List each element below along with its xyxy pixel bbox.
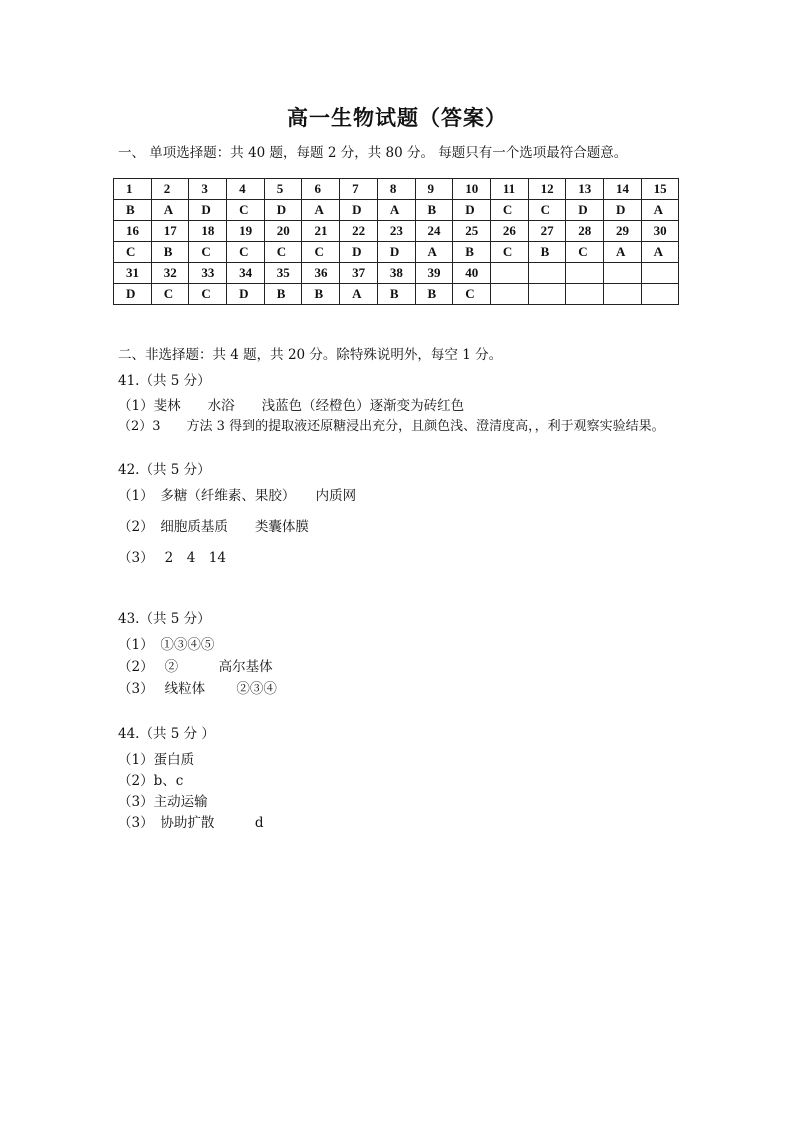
answer-table-cell: 27 [528, 221, 566, 242]
q43-answer-3: （3） 线粒体 ②③④ [118, 681, 277, 697]
answer-table [113, 178, 679, 305]
answer-table-answer-row [114, 242, 679, 263]
answer-table-cell: A [641, 242, 679, 263]
answer-table-cell: 6 [302, 179, 340, 200]
answer-table-cell: 40 [453, 263, 491, 284]
answer-table-cell: B [151, 242, 189, 263]
q44-answer-2: （2）b、c [118, 773, 184, 789]
answer-table-cell: A [641, 200, 679, 221]
answer-table-cell: D [603, 200, 641, 221]
answer-table-cell: A [415, 242, 453, 263]
answer-table-cell: A [603, 242, 641, 263]
answer-table-cell: 20 [264, 221, 302, 242]
answer-table-cell: 19 [227, 221, 265, 242]
answer-table-cell: C [490, 200, 528, 221]
q43-answer-1: （1） ①③④⑤ [118, 637, 215, 653]
answer-table-cell: 11 [490, 179, 528, 200]
answer-table-cell: 28 [566, 221, 604, 242]
answer-table-cell: 8 [377, 179, 415, 200]
answer-table-cell: 3 [189, 179, 227, 200]
answer-table-cell: A [340, 284, 378, 305]
answer-table-cell: B [377, 284, 415, 305]
answer-table-cell: 10 [453, 179, 491, 200]
answer-table-cell: C [227, 200, 265, 221]
answer-table-number-row [114, 179, 679, 200]
answer-table-cell: B [114, 200, 152, 221]
answer-table-cell [603, 263, 641, 284]
section1-heading: 一、 单项选择题：共 40 题，每题 2 分，共 80 分。 每题只有一个选项最符合题意。 [118, 145, 628, 161]
answer-table-cell: 34 [227, 263, 265, 284]
answer-table-cell: 1 [114, 179, 152, 200]
answer-table-cell: 38 [377, 263, 415, 284]
answer-table-cell: C [453, 284, 491, 305]
answer-table-answer-row [114, 200, 679, 221]
answer-table-cell [490, 263, 528, 284]
answer-table-cell: 21 [302, 221, 340, 242]
answer-table-cell: 12 [528, 179, 566, 200]
answer-table-cell: C [490, 242, 528, 263]
answer-table-cell: B [264, 284, 302, 305]
answer-table-cell: 5 [264, 179, 302, 200]
q44-heading: 44.（共 5 分 ） [118, 726, 215, 742]
answer-table-cell: D [453, 200, 491, 221]
answer-table-cell [528, 263, 566, 284]
answer-table-cell: A [151, 200, 189, 221]
answer-table-cell: 15 [641, 179, 679, 200]
answer-table-cell: A [302, 200, 340, 221]
answer-table-cell: B [528, 242, 566, 263]
answer-table-cell: D [340, 200, 378, 221]
answer-table-cell: C [189, 242, 227, 263]
answer-table-cell: D [377, 242, 415, 263]
answer-table-cell: C [302, 242, 340, 263]
answer-table-cell: 36 [302, 263, 340, 284]
answer-table-cell: 2 [151, 179, 189, 200]
answer-table-cell: 22 [340, 221, 378, 242]
q44-answer-4: （3） 协助扩散 d [118, 815, 264, 831]
q42-answer-2: （2） 细胞质基质 类囊体膜 [118, 519, 309, 535]
answer-table-cell: C [227, 242, 265, 263]
answer-table-cell: D [189, 200, 227, 221]
answer-table-cell: 7 [340, 179, 378, 200]
answer-table-cell [603, 284, 641, 305]
answer-table-cell: C [114, 242, 152, 263]
answer-table-cell: 31 [114, 263, 152, 284]
q43-heading: 43.（共 5 分） [118, 611, 211, 627]
answer-table-cell [528, 284, 566, 305]
answer-table-cell: B [453, 242, 491, 263]
answer-table-cell: 39 [415, 263, 453, 284]
answer-table-cell: 24 [415, 221, 453, 242]
answer-table-cell: 35 [264, 263, 302, 284]
answer-table-cell: 25 [453, 221, 491, 242]
answer-table-cell: 26 [490, 221, 528, 242]
page-title: 高一生物试题（答案） [287, 105, 507, 130]
answer-table-cell [566, 263, 604, 284]
answer-table-cell: C [264, 242, 302, 263]
q41-answer-1: （1）斐林 水浴 浅蓝色（经橙色）逐渐变为砖红色 [118, 398, 465, 414]
answer-table-cell: 32 [151, 263, 189, 284]
answer-table-cell: D [340, 242, 378, 263]
answer-table-cell: A [377, 200, 415, 221]
answer-table-cell: D [264, 200, 302, 221]
answer-table-cell: 13 [566, 179, 604, 200]
answer-table-cell: C [151, 284, 189, 305]
q41-answer-2: （2）3 方法 3 得到的提取液还原糖浸出充分，且颜色浅、澄清度高，，利于观察实验结果。 [118, 419, 665, 434]
q43-answer-2: （2） ② 高尔基体 [118, 659, 273, 675]
answer-table-cell [641, 284, 679, 305]
answer-table-cell: 30 [641, 221, 679, 242]
q42-answer-1: （1） 多糖（纤维素、果胶） 内质网 [118, 488, 357, 504]
section2-heading: 二、非选择题：共 4 题，共 20 分。除特殊说明外，每空 1 分。 [118, 347, 503, 363]
answer-table-cell: C [189, 284, 227, 305]
answer-table-cell: 9 [415, 179, 453, 200]
answer-table-cell [641, 263, 679, 284]
q42-heading: 42.（共 5 分） [118, 462, 211, 478]
answer-table-cell: 4 [227, 179, 265, 200]
answer-table-cell: B [415, 284, 453, 305]
answer-table-cell: B [302, 284, 340, 305]
answer-table-number-row [114, 221, 679, 242]
answer-table-cell: C [566, 242, 604, 263]
answer-table-cell: 33 [189, 263, 227, 284]
answer-table-cell: D [114, 284, 152, 305]
q42-answer-3: （3） 2 4 14 [118, 550, 226, 566]
answer-table-number-row [114, 263, 679, 284]
answer-table-cell: C [528, 200, 566, 221]
answer-table-cell: B [415, 200, 453, 221]
answer-table-cell: 16 [114, 221, 152, 242]
answer-table-cell [566, 284, 604, 305]
answer-table-cell: 18 [189, 221, 227, 242]
answer-table-cell [490, 284, 528, 305]
answer-table-cell: 17 [151, 221, 189, 242]
answer-table-cell: 23 [377, 221, 415, 242]
q44-answer-1: （1）蛋白质 [118, 752, 195, 768]
q44-answer-3: （3）主动运输 [118, 794, 208, 810]
answer-table-cell: 37 [340, 263, 378, 284]
answer-table-cell: D [566, 200, 604, 221]
answer-table-answer-row [114, 284, 679, 305]
answer-table-cell: 14 [603, 179, 641, 200]
q41-heading: 41.（共 5 分） [118, 373, 211, 389]
answer-table-cell: D [227, 284, 265, 305]
answer-table-cell: 29 [603, 221, 641, 242]
